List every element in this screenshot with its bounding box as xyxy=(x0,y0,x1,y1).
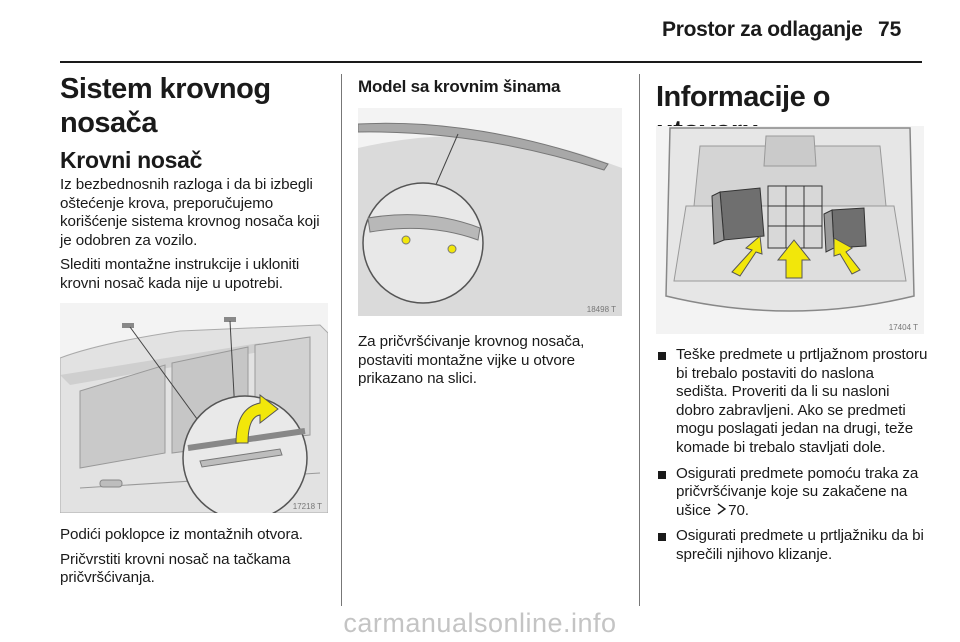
figure-code: 17218 T xyxy=(292,502,322,511)
instruction-attach-rack: Pričvrstiti krovni nosač na tačkama pričvršćivanja. xyxy=(60,550,291,587)
list-item xyxy=(656,346,928,458)
section-title-roof-rack-system: Sistem krovnog nosača xyxy=(60,73,271,139)
figure-code: 17404 T xyxy=(888,323,918,332)
watermark: carmanualsonline.info xyxy=(343,608,617,638)
column-divider-right xyxy=(639,74,640,606)
figure-cargo-loading xyxy=(656,126,924,334)
cargo-area-illustration xyxy=(656,126,924,334)
intro-paragraph-2: Slediti montažne instrukcije i ukloniti krovni nosač kada nije u upotrebi. xyxy=(60,256,300,292)
figure-roof-with-rails xyxy=(358,108,622,316)
bullet-text: Osigurati predmete u prtljažniku da bi sprečili njihovo klizanje. xyxy=(676,527,924,563)
model-title-with-rails: Model sa krovnim šinama xyxy=(358,77,561,96)
bullet-text: Osigurati predmete pomoću traka za pričvršćivanje koje su zakačene na ušice xyxy=(676,464,919,519)
header-rule xyxy=(60,61,922,63)
list-item xyxy=(656,527,928,564)
figure-code: 18498 T xyxy=(586,305,616,314)
figure-roof-without-rails xyxy=(60,303,328,513)
bullet-square-icon xyxy=(658,352,666,360)
left-column xyxy=(60,72,332,330)
list-item xyxy=(656,465,928,521)
bullet-suffix: . xyxy=(744,501,749,519)
subsection-title-roof-rack: Krovni nosač xyxy=(60,147,203,173)
running-header-title: Prostor za odlaganje xyxy=(662,18,863,41)
middle-column xyxy=(358,76,628,98)
bullet-square-icon xyxy=(658,471,666,479)
left-column-lower xyxy=(60,526,332,588)
bullet-square-icon xyxy=(658,533,666,541)
intro-paragraph-1: Iz bezbednosnih razloga i da bi izbegli oštećenje krova, preporučujemo korišćenje sistema krovnog nosača koji je odobren za vozilo. xyxy=(60,176,320,249)
car-side-roof-illustration xyxy=(60,303,328,513)
instruction-remove-covers: Podići poklopce iz montažnih otvora. xyxy=(60,526,303,543)
column-divider-left xyxy=(341,74,342,606)
roof-rail-illustration xyxy=(358,108,622,316)
instruction-mount-bolts: Za pričvršćivanje krovnog nosača, postaviti montažne vijke u otvore prikazano na slici. xyxy=(358,333,585,388)
page-reference-link[interactable]: 70 xyxy=(728,501,745,519)
bullet-text: Teške predmete u prtljažnom prostoru bi trebalo postaviti do naslona sedišta. Proveriti da li su nasloni dobro zabravljeni. Ako se predmeti mogu poslagati jedan na drugi, teže komade bi trebalo stavljati dole. xyxy=(676,346,928,456)
loading-bullet-list xyxy=(656,346,928,565)
page-number: 75 xyxy=(878,18,902,41)
page-reference-icon xyxy=(717,502,726,521)
right-column-lower xyxy=(656,346,928,572)
middle-column-lower xyxy=(358,333,628,389)
section-title-loading-info: Informacije o xyxy=(656,81,830,113)
